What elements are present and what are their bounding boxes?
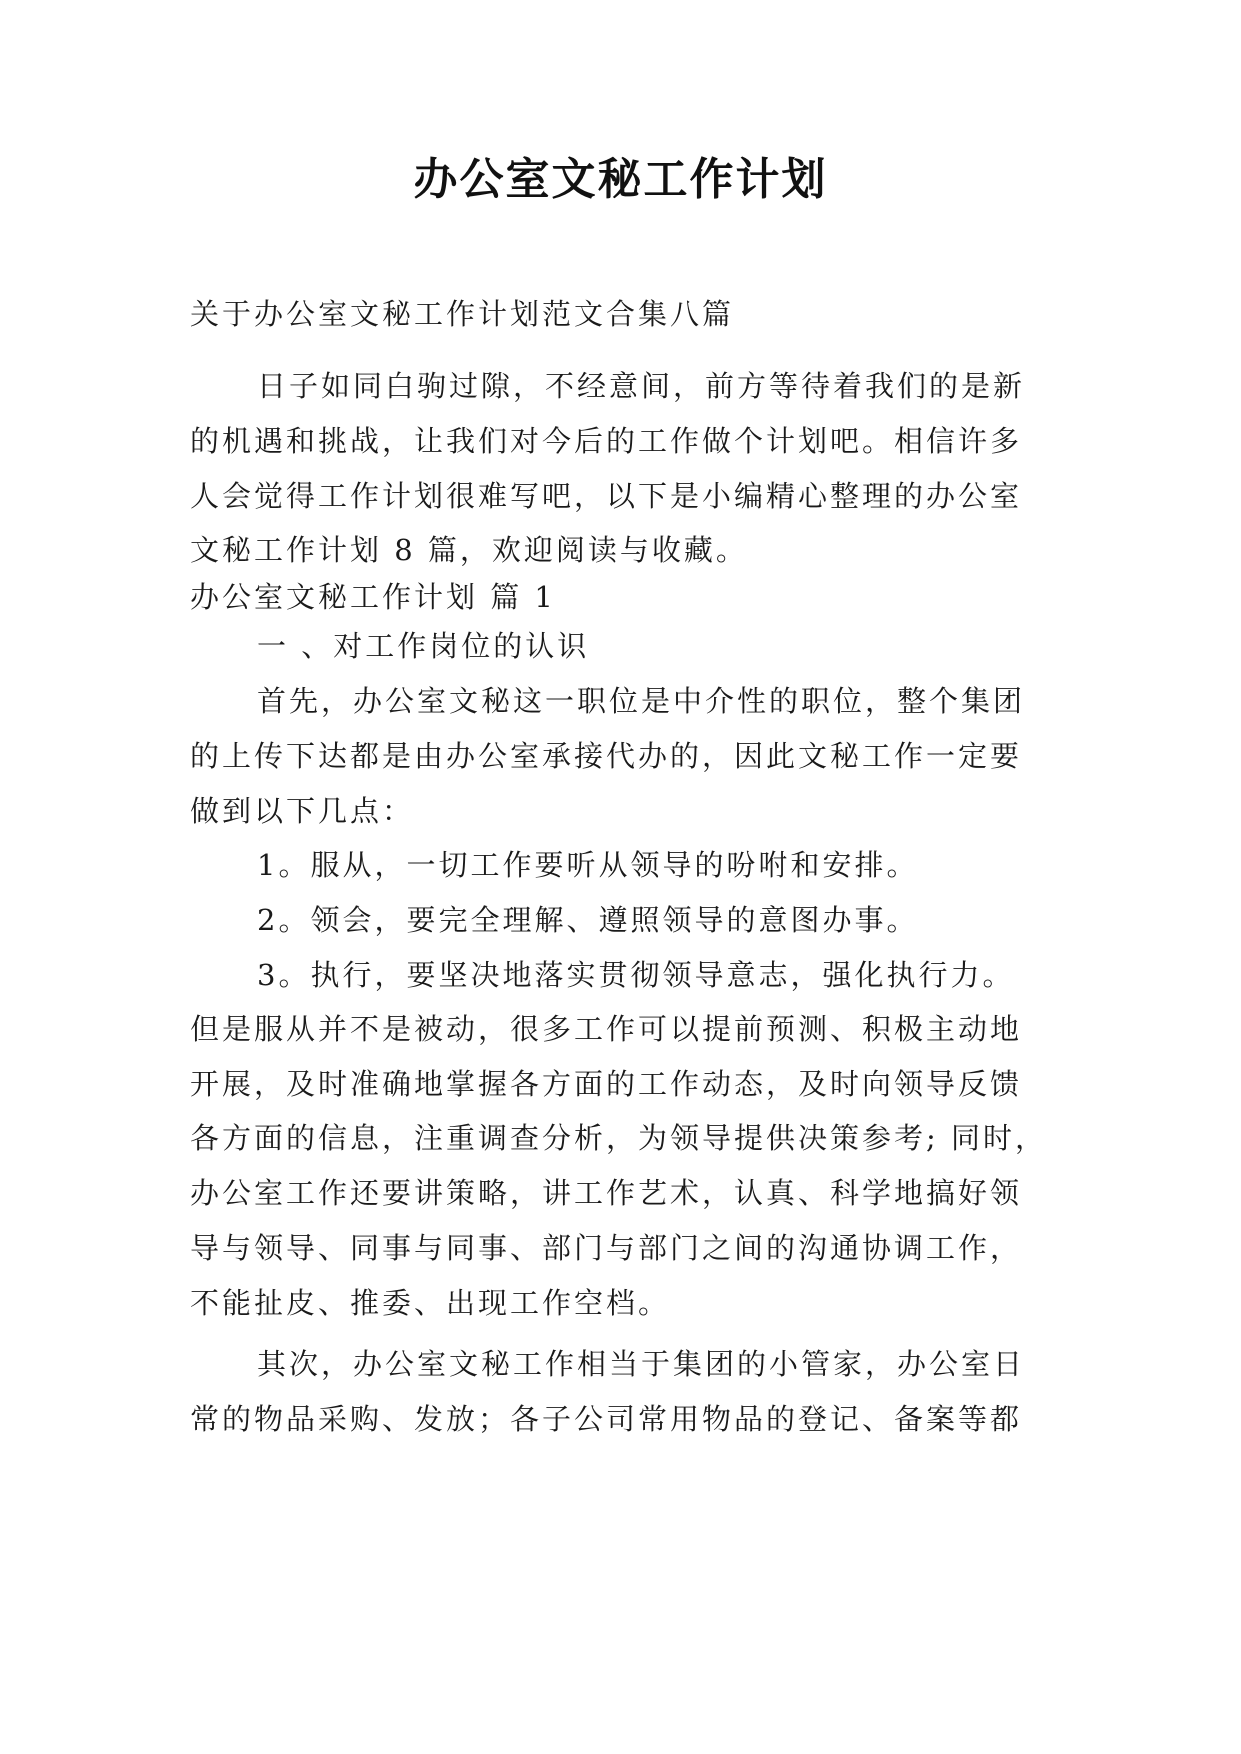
subsection-heading: 一 、对工作岗位的认识 <box>257 629 590 663</box>
paragraph-line: 日子如同白驹过隙，不经意间，前方等待着我们的是新 <box>257 369 1026 403</box>
paragraph-line: 首先，办公室文秘这一职位是中介性的职位，整个集团 <box>257 684 1026 718</box>
paragraph-line: 办公室工作还要讲策略，讲工作艺术，认真、科学地搞好领 <box>190 1176 1023 1210</box>
paragraph-line: 但是服从并不是被动，很多工作可以提前预测、积极主动地 <box>190 1012 1023 1046</box>
paragraph-line: 开展，及时准确地掌握各方面的工作动态，及时向领导反馈 <box>190 1067 1023 1101</box>
list-item: 2。领会，要完全理解、遵照领导的意图办事。 <box>257 903 919 937</box>
paragraph-line: 不能扯皮、推委、出现工作空档。 <box>190 1286 671 1320</box>
list-item: 3。执行，要坚决地落实贯彻领导意志，强化执行力。 <box>257 958 1015 992</box>
paragraph-line: 的机遇和挑战，让我们对今后的工作做个计划吧。相信许多 <box>190 424 1023 458</box>
paragraph-line: 常的物品采购、发放；各子公司常用物品的登记、备案等都 <box>190 1402 1023 1436</box>
paragraph-line: 其次，办公室文秘工作相当于集团的小管家，办公室日 <box>257 1347 1026 1381</box>
document-title: 办公室文秘工作计划 <box>413 154 828 205</box>
paragraph-line: 的上传下达都是由办公室承接代办的，因此文秘工作一定要 <box>190 739 1023 773</box>
document-subtitle: 关于办公室文秘工作计划范文合集八篇 <box>190 297 735 331</box>
paragraph-line: 导与领导、同事与同事、部门与部门之间的沟通协调工作， <box>190 1231 1023 1265</box>
paragraph-line: 做到以下几点： <box>190 794 415 828</box>
paragraph-line: 各方面的信息，注重调查分析，为领导提供决策参考; 同时， <box>190 1121 1047 1155</box>
paragraph-line: 文秘工作计划 8 篇，欢迎阅读与收藏。 <box>190 533 748 567</box>
section-heading: 办公室文秘工作计划 篇 1 <box>190 580 556 614</box>
list-item: 1。服从，一切工作要听从领导的吩咐和安排。 <box>257 848 919 882</box>
paragraph-line: 人会觉得工作计划很难写吧，以下是小编精心整理的办公室 <box>190 479 1023 513</box>
